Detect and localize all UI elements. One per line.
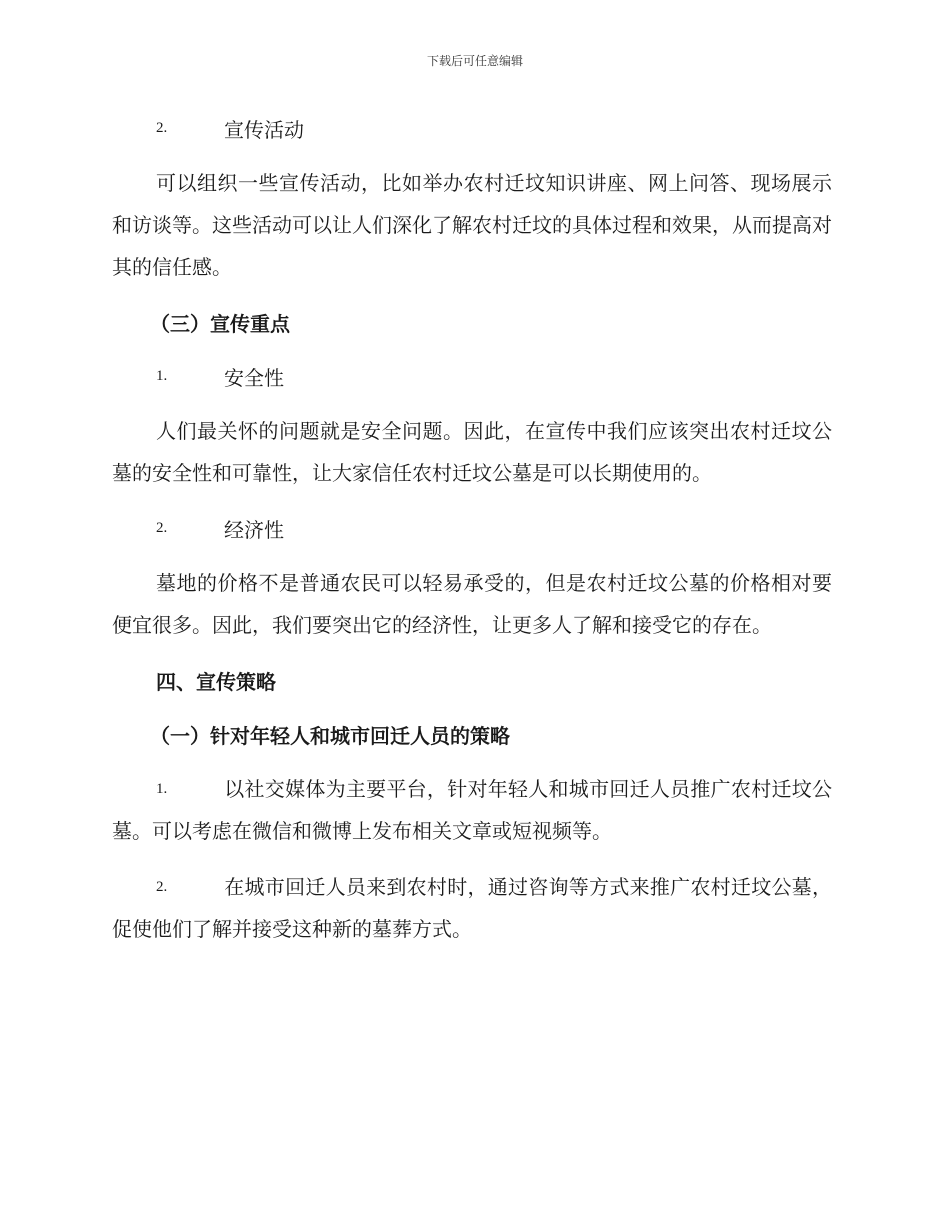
item-number: 2. bbox=[156, 119, 168, 136]
item-label: 宣传活动 bbox=[224, 117, 304, 142]
list-item-heading bbox=[112, 356, 832, 396]
paragraph: 墓地的价格不是普通农民可以轻易承受的，但是农村迁坟公墓的价格相对要便宜很多。因此，我们要突出它的经济性，让更多人了解和接受它的存在。 bbox=[112, 571, 832, 637]
item-number: 1. bbox=[156, 781, 168, 797]
item-number: 2. bbox=[156, 519, 168, 536]
document-body bbox=[112, 108, 832, 964]
paragraph: 可以组织一些宣传活动，比如举办农村迁坟知识讲座、网上问答、现场展示和访谈等。这些活动可以让人们深化了解农村迁坟的具体过程和效果，从而提高对其的信任感。 bbox=[112, 171, 832, 279]
list-item-heading bbox=[112, 108, 832, 148]
numbered-paragraph bbox=[112, 768, 832, 852]
item-number: 1. bbox=[156, 367, 168, 384]
section-heading: （一）针对年轻人和城市回迁人员的策略 bbox=[150, 723, 510, 748]
section-heading: （三）宣传重点 bbox=[150, 311, 290, 336]
list-item-heading bbox=[112, 508, 832, 548]
paragraph-text: 在城市回迁人员来到农村时，通过咨询等方式来推广农村迁坟公墓，促使他们了解并接受这种新的墓葬方式。 bbox=[112, 875, 832, 941]
numbered-paragraph bbox=[112, 866, 832, 950]
item-label: 经济性 bbox=[224, 517, 284, 542]
paragraph: 人们最关怀的问题就是安全问题。因此，在宣传中我们应该突出农村迁坟公墓的安全性和可靠性，让大家信任农村迁坟公墓是可以长期使用的。 bbox=[112, 419, 832, 485]
paragraph-text: 以社交媒体为主要平台，针对年轻人和城市回迁人员推广农村迁坟公墓。可以考虑在微信和微博上发布相关文章或短视频等。 bbox=[112, 777, 832, 843]
page-header: 下载后可任意编辑 bbox=[426, 54, 523, 68]
item-number: 2. bbox=[156, 879, 168, 895]
chapter-heading: 四、宣传策略 bbox=[156, 669, 276, 694]
item-label: 安全性 bbox=[224, 365, 284, 390]
